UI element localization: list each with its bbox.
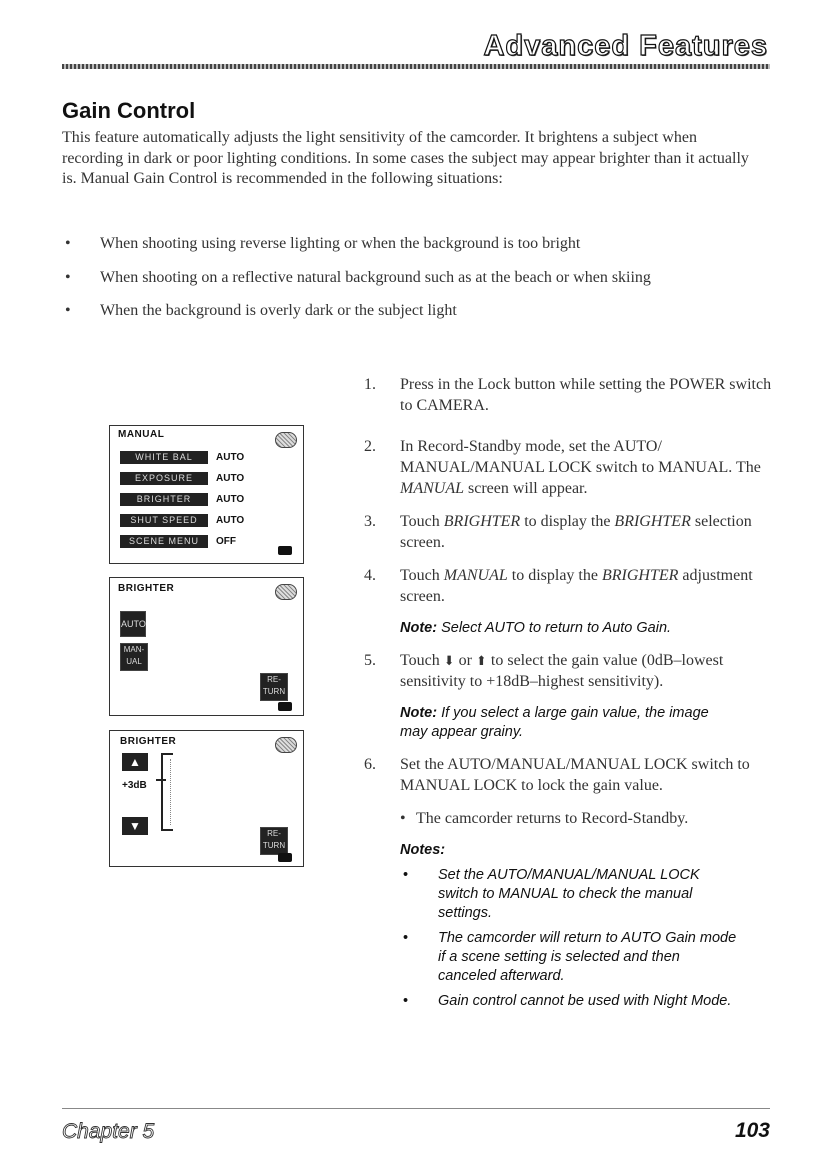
gain-scale-bottom-tick <box>161 829 173 831</box>
gain-value: +3dB <box>122 780 147 791</box>
step-text: to select the gain value (0dB–lowest sensitivity to +18dB–highest sensitivity). <box>400 652 724 690</box>
auto-button[interactable]: AUTO <box>120 611 146 637</box>
exposure-value: AUTO <box>216 473 245 484</box>
note-label: Note: <box>400 705 438 721</box>
list-item: • When the background is overly dark or the subject light <box>65 302 457 319</box>
brighter-select-screen <box>109 577 304 716</box>
step-text: to display the <box>507 567 602 584</box>
gain-level-marker <box>156 779 166 781</box>
gain-scale-dots <box>170 759 172 825</box>
page-number: 103 <box>734 1119 770 1142</box>
list-item: • When shooting on a reflective natural background such as at the beach or when skiing <box>65 268 651 286</box>
step-text: Press in the Lock button while setting the POWER switch to CAMERA. <box>400 376 772 414</box>
manual-screen <box>109 425 304 564</box>
screen-name: MANUAL <box>443 567 508 584</box>
note-item: • Gain control cannot be used with Night Mode. <box>403 993 732 1009</box>
screen-title: BRIGHTER <box>118 583 175 594</box>
notes-section <box>364 841 774 1011</box>
step-number: 5. <box>364 652 376 669</box>
gain-down-button[interactable]: ▼ <box>122 817 148 835</box>
note-text: Select AUTO to return to Auto Gain. <box>437 620 672 636</box>
step-number: 4. <box>364 567 376 584</box>
gain-scale <box>161 753 163 831</box>
note-text: If you select a large gain value, the image may appear grainy. <box>400 705 709 740</box>
list-item-text: When shooting on a reflective natural background such as at the beach or when skiing <box>100 268 651 286</box>
brighter-value: AUTO <box>216 494 245 505</box>
step-3 <box>364 511 774 553</box>
gain-up-button[interactable]: ▲ <box>122 753 148 771</box>
list-item: • When shooting using reverse lighting or when the background is too bright <box>65 235 581 252</box>
note-item-text: Set the AUTO/MANUAL/MANUAL LOCK switch to MANUAL to check the manual settings. <box>438 867 700 921</box>
step-6-result: • The camcorder returns to Record-Standby. <box>400 810 689 827</box>
section-title: Gain Control <box>62 98 196 123</box>
white-bal-value: AUTO <box>216 452 245 463</box>
step-6 <box>364 754 774 796</box>
menu-round-icon[interactable] <box>275 584 297 600</box>
note-item-text: The camcorder will return to AUTO Gain mode if a scene setting is selected and then canceled afterward. <box>438 930 737 984</box>
menu-round-icon[interactable] <box>275 737 297 753</box>
step-text: screen will appear. <box>464 480 588 497</box>
screen-name: BRIGHTER <box>601 567 679 584</box>
step-number: 1. <box>364 376 376 393</box>
header-title: Advanced Features <box>483 30 768 62</box>
step-text: Touch <box>400 652 444 669</box>
step-number: 6. <box>364 756 376 773</box>
note-item: • Set the AUTO/MANUAL/MANUAL LOCK switch to MANUAL to check the manual settings. <box>403 867 700 921</box>
step-text: Touch <box>400 513 444 530</box>
situation-list <box>62 234 762 335</box>
steps-list <box>364 374 774 1017</box>
scene-menu-button[interactable]: SCENE MENU <box>120 535 208 548</box>
step-text: to display the <box>520 513 615 530</box>
screen-name: BRIGHTER <box>614 513 691 530</box>
up-arrow-icon: ⬆ <box>476 653 487 668</box>
return-button[interactable]: RE-TURN <box>260 827 288 855</box>
screen-name: MANUAL <box>400 480 464 497</box>
scene-menu-value: OFF <box>216 536 236 547</box>
step-1 <box>364 374 774 416</box>
brighter-adjust-screen <box>109 730 304 867</box>
intro-paragraph: This feature automatically adjusts the light sensitivity of the camcorder. It brightens a subject when recording in dark or poor lighting conditions. In some cases the subject may appear brighter than it actually is. Manual Gain Control is recommended in the following situations: <box>62 129 749 187</box>
battery-icon <box>278 546 292 555</box>
step-text: adjustment screen. <box>400 567 753 605</box>
step-2 <box>364 436 774 499</box>
step-text: Set the AUTO/MANUAL/MANUAL LOCK switch to MANUAL LOCK to lock the gain value. <box>400 756 750 794</box>
note-2 <box>364 704 730 742</box>
note-1 <box>364 619 774 638</box>
list-item-text: When the background is overly dark or the subject light <box>100 302 457 319</box>
step-4 <box>364 565 774 607</box>
screen-title: BRIGHTER <box>120 736 177 747</box>
shut-speed-value: AUTO <box>216 515 245 526</box>
header-rule <box>62 64 770 69</box>
step-text: or <box>454 652 476 669</box>
step-5 <box>364 650 774 692</box>
footer-rule <box>62 1108 770 1109</box>
brighter-button[interactable]: BRIGHTER <box>120 493 208 506</box>
list-item-text: When shooting using reverse lighting or when the background is too bright <box>100 235 581 252</box>
notes-label: Notes: <box>400 842 446 858</box>
menu-round-icon[interactable] <box>275 432 297 448</box>
battery-icon <box>278 702 292 711</box>
screen-title: MANUAL <box>118 429 165 440</box>
note-label: Note: <box>400 620 438 636</box>
exposure-button[interactable]: EXPOSURE <box>120 472 208 485</box>
step-text: In Record-Standby mode, set the AUTO/ MANUAL/MANUAL LOCK switch to MANUAL. The <box>400 438 761 476</box>
manual-button[interactable]: MAN-UAL <box>120 643 148 671</box>
white-bal-button[interactable]: WHITE BAL <box>120 451 208 464</box>
return-button[interactable]: RE-TURN <box>260 673 288 701</box>
step-number: 2. <box>364 438 376 455</box>
battery-icon <box>278 853 292 862</box>
gain-scale-top-tick <box>161 753 173 755</box>
chapter-label: Chapter 5 <box>62 1120 155 1143</box>
step-text: selection screen. <box>400 513 752 551</box>
shut-speed-button[interactable]: SHUT SPEED <box>120 514 208 527</box>
note-item: • The camcorder will return to AUTO Gain mode if a scene setting is selected and then canceled afterward. <box>403 930 737 984</box>
screen-name: BRIGHTER <box>443 513 521 530</box>
step-number: 3. <box>364 513 376 530</box>
step-text: Touch <box>400 567 444 584</box>
result-text: The camcorder returns to Record-Standby. <box>416 810 689 827</box>
note-item-text: Gain control cannot be used with Night Mode. <box>438 993 732 1009</box>
down-arrow-icon: ⬇ <box>443 653 455 668</box>
